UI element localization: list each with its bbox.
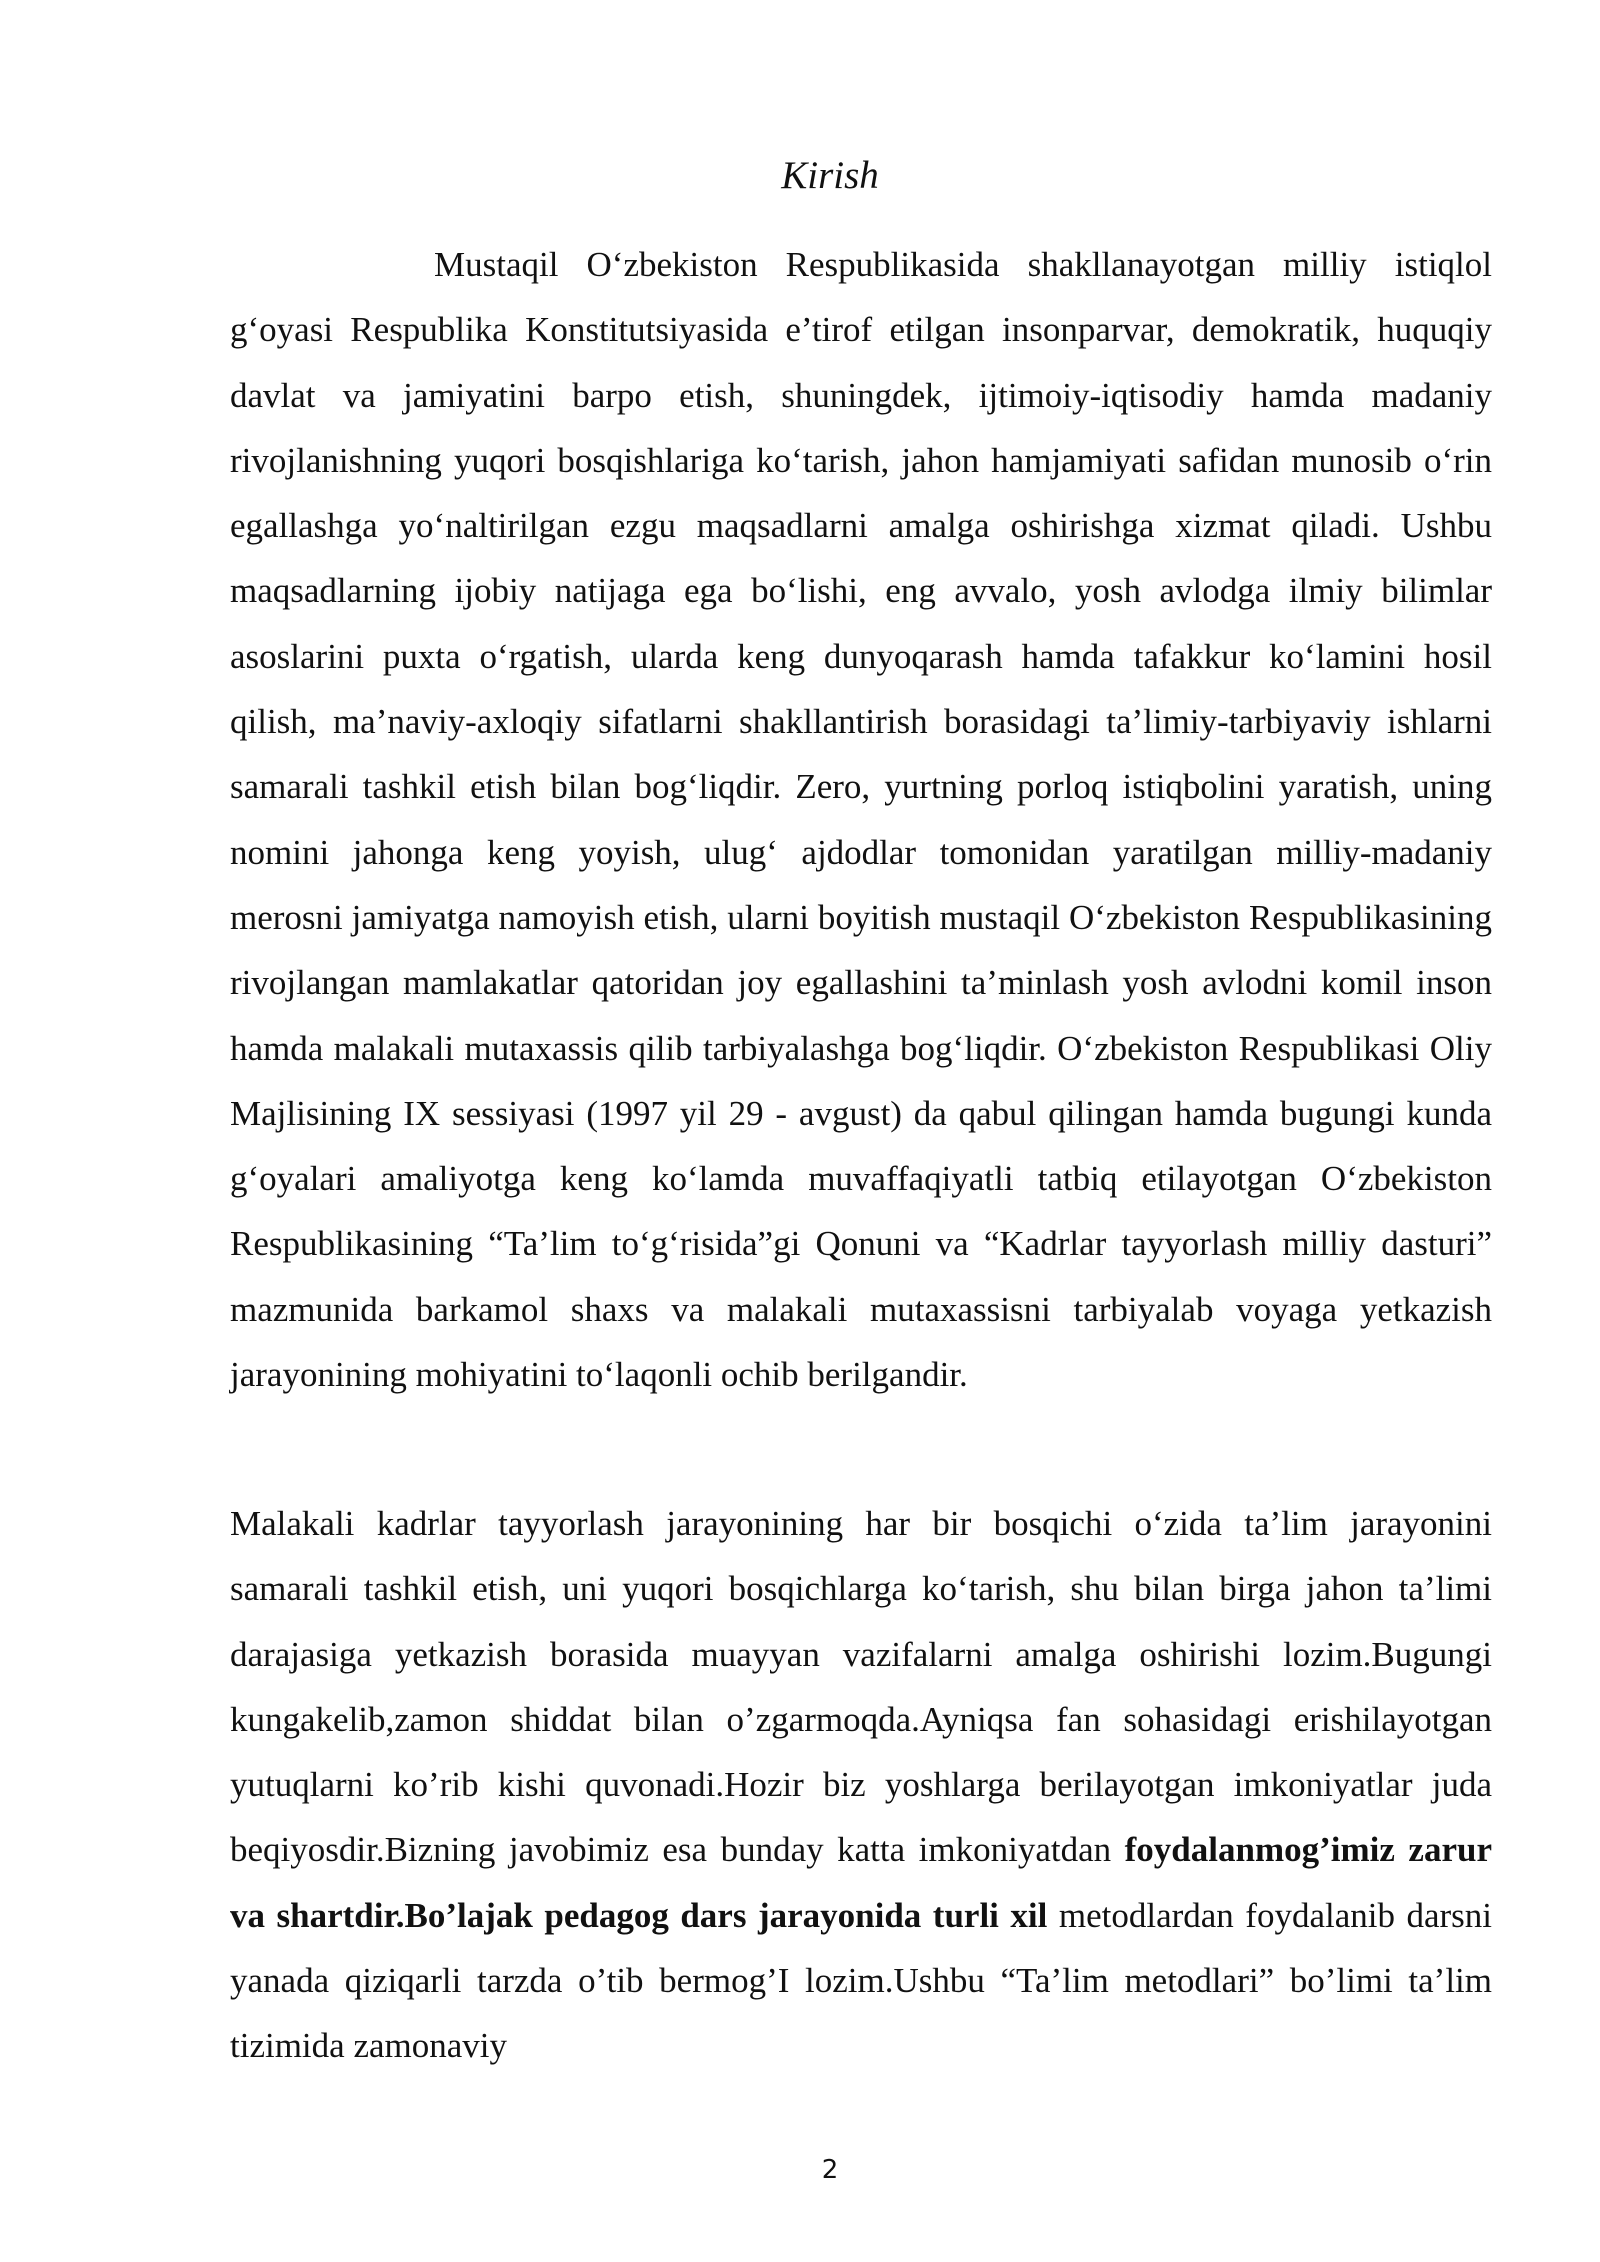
paragraph-second-text-end: metodlardan foydalanib darsni yanada qiziqarli tarzda o’tib bermog’I lozim.Ushbu “Ta’lim metodlari” bo’limi ta’lim tizimida zamonaviy [230, 1895, 1492, 2066]
paragraph-second [230, 1491, 1492, 2079]
page-title: Kirish [781, 154, 879, 197]
paragraph-second-text-start: Malakali kadrlar tayyorlash jarayonining har bir bosqichi o‘zida ta’lim jarayonini samarali tashkil etish, uni yuqori bosqichlarga ko‘tarish, shu bilan birga jahon ta’limi darajasiga yetkazish borasida muayyan vazifalarni amalga oshirishi lozim.Bugungi kungakelib,zamon shiddat bilan o’zgarmoqda.Ayniqsa fan sohasidagi erishilayotgan yutuqlarni ko’rib kishi quvonadi.Hozir biz yoshlarga berilayotgan imkoniyatlar juda beqiyosdir.Bizning javobimiz esa bunday katta imkoniyatdan [230, 1504, 1492, 1870]
paragraph-intro: Mustaqil O‘zbekiston Respublikasida shakllanayotgan milliy istiqlol g‘oyasi Respublika Konstitutsiyasida e’tirof etilgan insonparvar, demokratik, huquqiy davlat va jamiyatini barpo etish, shuningdek, ijtimoiy-iqtisodiy hamda madaniy rivojlanishning yuqori bosqishlariga ko‘tarish, jahon hamjamiyati safidan munosib o‘rin egallashga yo‘naltirilgan ezgu maqsadlarni amalga oshirishga xizmat qiladi. Ushbu maqsadlarning ijobiy natijaga ega bo‘lishi, eng avvalo, yosh avlodga ilmiy bilimlar asoslarini puxta o‘rgatish, ularda keng dunyoqarash hamda tafakkur ko‘lamini hosil qilish, ma’naviy-axloqiy sifatlarni shakllantirish borasidagi ta’limiy-tarbiyaviy ishlarni samarali tashkil etish bilan bog‘liqdir. Zero, yurtning porloq istiqbolini yaratish, uning nomini jahonga keng yoyish, ulug‘ ajdodlar tomonidan yaratilgan milliy-madaniy merosni jamiyatga namoyish etish, ularni boyitish mustaqil O‘zbekiston Respublikasining rivojlangan mamlakatlar qatoridan joy egallashini ta’minlash yosh avlodni komil inson hamda malakali mutaxassis qilib tarbiyalashga bog‘liqdir. O‘zbekiston Respublikasi Oliy Majlisining IX sessiyasi (1997 yil 29 - avgust) da qabul qilingan hamda bugungi kunda g‘oyalari amaliyotga keng ko‘lamda muvaffaqiyatli tatbiq etilayotgan O‘zbekiston Respublikasining “Ta’lim to‘g‘risida”gi Qonuni va “Kadrlar tayyorlash milliy dasturi” mazmunida barkamol shaxs va malakali mutaxassisni tarbiyalab voyaga yetkazish jarayonining mohiyatini to‘laqonli ochib berilgandir. [230, 245, 1492, 1395]
paragraph-second-bold-text: foydalanmog’imiz zarur va shartdir.Bo’lajak pedagog dars jarayonida turli xil [230, 1830, 1492, 1935]
page-number: 2 [821, 2155, 839, 2185]
